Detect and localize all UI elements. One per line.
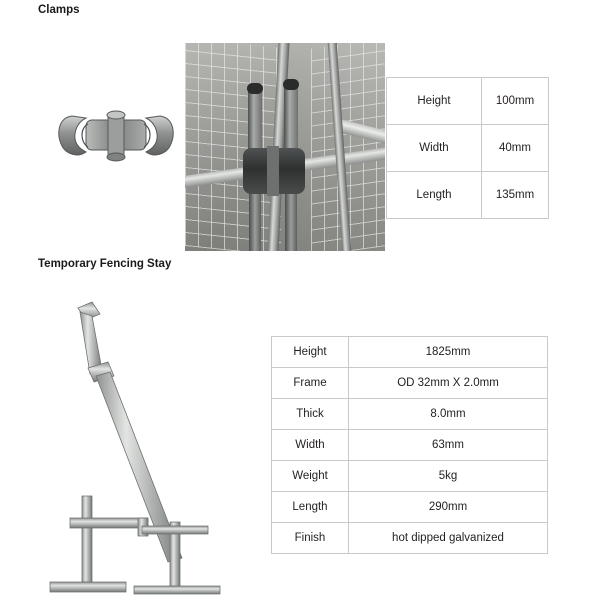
spec-value: 290mm <box>349 492 548 523</box>
spec-value: 135mm <box>482 172 549 219</box>
clamp-product-illustration <box>56 100 176 170</box>
spec-value: hot dipped galvanized <box>349 523 548 554</box>
fencing-stay-illustration <box>30 300 265 595</box>
post-cap-right <box>283 79 299 90</box>
spec-value: 100mm <box>482 78 549 125</box>
installed-clamp <box>243 148 305 194</box>
spec-value: 40mm <box>482 125 549 172</box>
spec-key: Thick <box>272 399 349 430</box>
spec-value: 5kg <box>349 461 548 492</box>
table-row <box>272 430 548 461</box>
table-row <box>387 172 549 219</box>
spec-key: Weight <box>272 461 349 492</box>
table-row <box>387 78 549 125</box>
fence-post-left-lower <box>249 191 261 251</box>
spec-value: 63mm <box>349 430 548 461</box>
spec-value: 8.0mm <box>349 399 548 430</box>
spec-key: Length <box>272 492 349 523</box>
stay-spec-table <box>271 336 548 554</box>
spec-key: Height <box>272 337 349 368</box>
table-row <box>272 368 548 399</box>
table-row <box>272 337 548 368</box>
fence-post-right-lower <box>285 191 297 251</box>
spec-key: Finish <box>272 523 349 554</box>
table-row <box>387 125 549 172</box>
post-cap-left <box>247 83 263 94</box>
table-row <box>272 523 548 554</box>
table-row <box>272 399 548 430</box>
stay-section-title: Temporary Fencing Stay <box>38 258 172 270</box>
spec-key: Width <box>387 125 482 172</box>
spec-key: Length <box>387 172 482 219</box>
table-row <box>272 492 548 523</box>
clamp-spec-table <box>386 77 549 219</box>
spec-key: Frame <box>272 368 349 399</box>
clamp-application-photo <box>185 43 385 251</box>
table-row <box>272 461 548 492</box>
clamps-section-title: Clamps <box>38 4 80 16</box>
spec-value: OD 32mm X 2.0mm <box>349 368 548 399</box>
spec-key: Width <box>272 430 349 461</box>
spec-key: Height <box>387 78 482 125</box>
spec-value: 1825mm <box>349 337 548 368</box>
